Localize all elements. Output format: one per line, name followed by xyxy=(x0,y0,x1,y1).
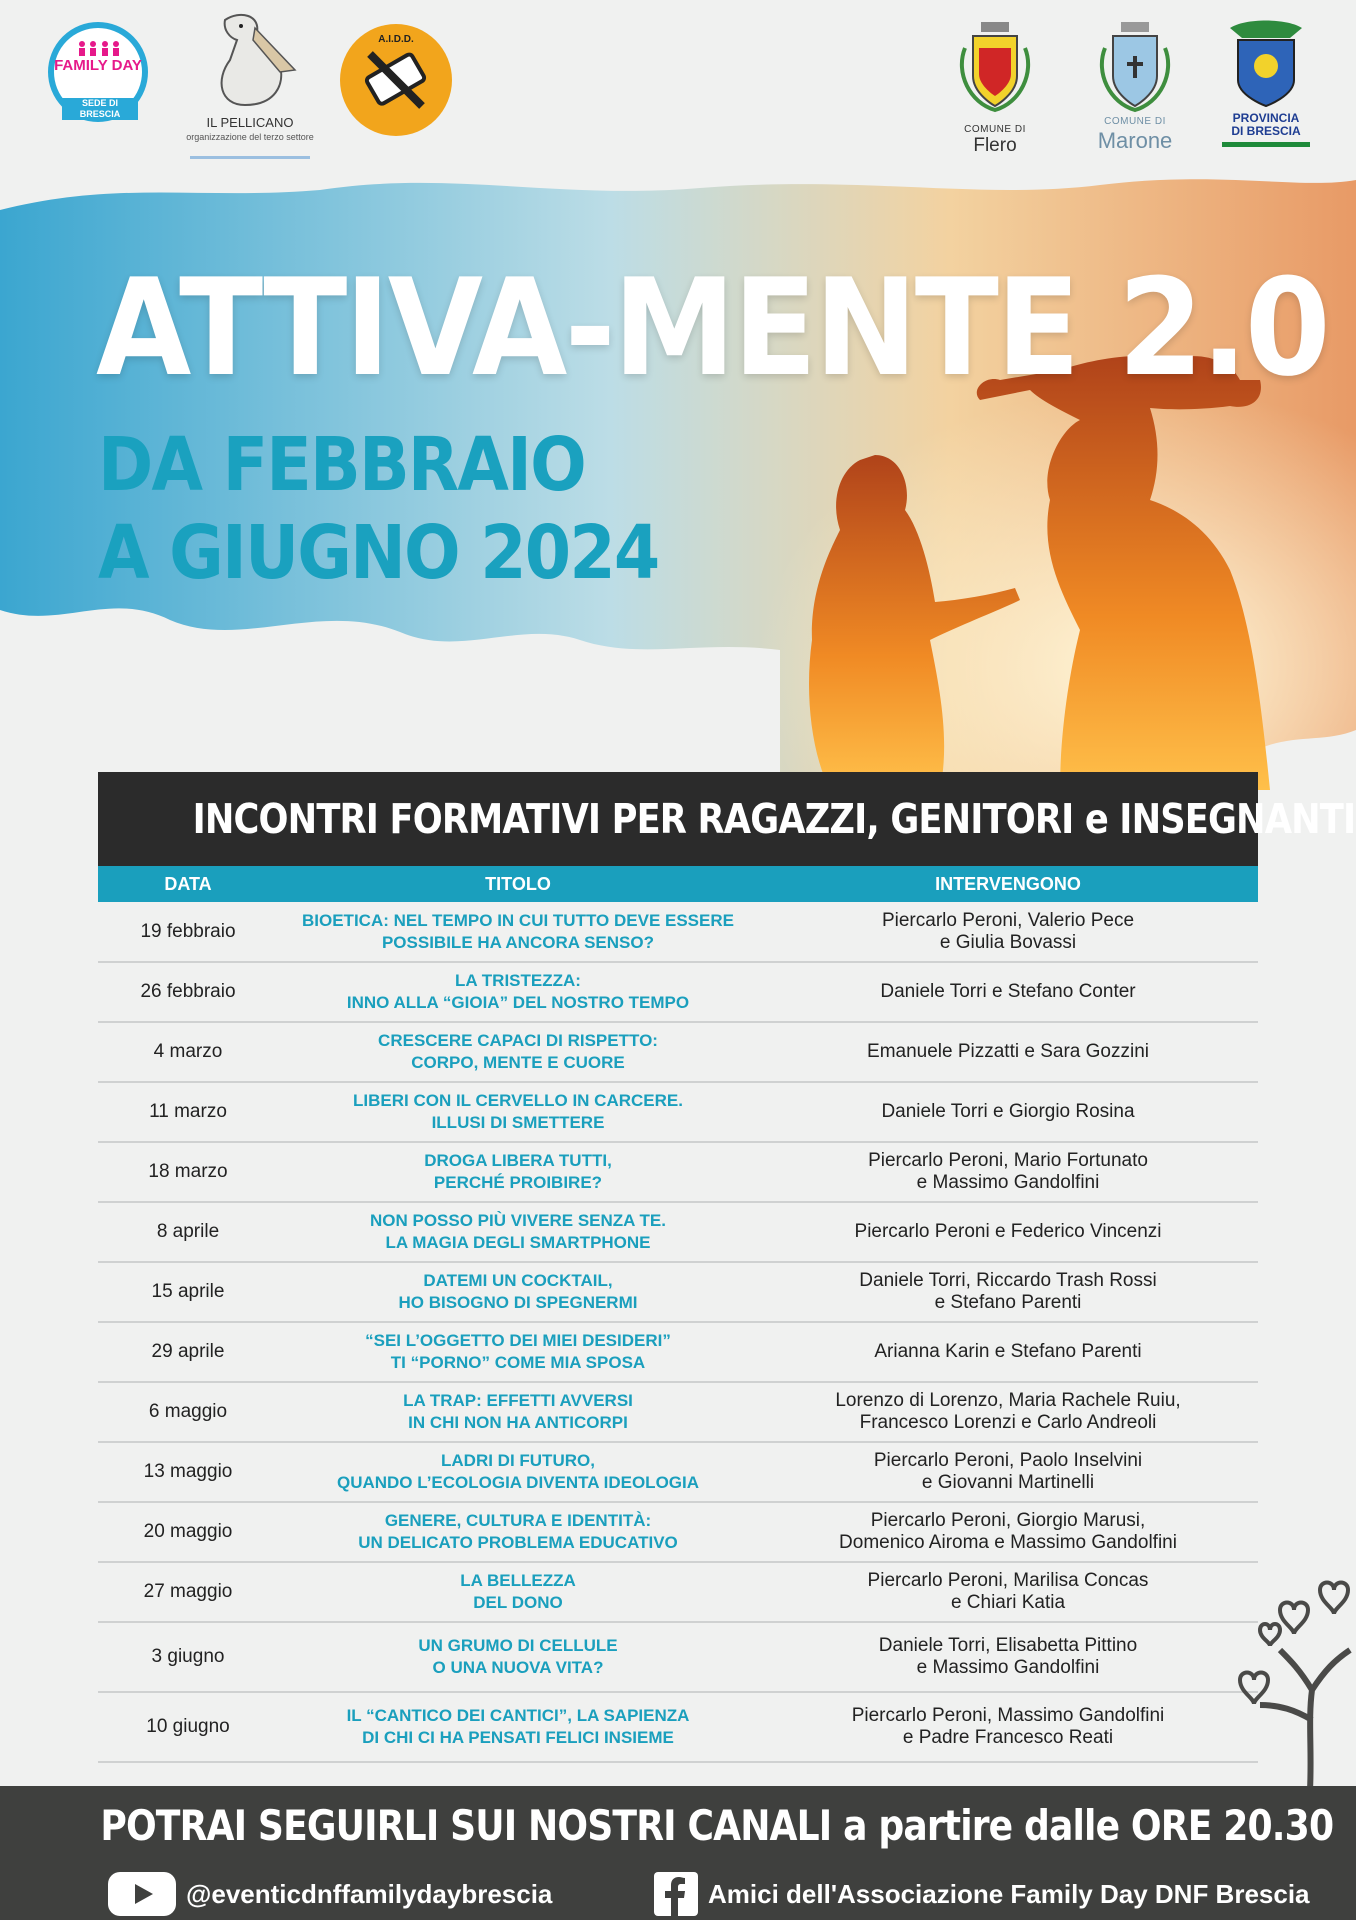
row-date: 3 giugno xyxy=(151,1646,225,1667)
row-title: LADRI DI FUTURO, QUANDO L’ECOLOGIA DIVENTA IDEOLOGIA xyxy=(336,1451,700,1492)
table-row xyxy=(98,1623,1258,1693)
table-row xyxy=(98,1693,1258,1763)
provincia-brescia-crest: PROVINCIA DI BRESCIA xyxy=(1220,18,1312,158)
event-title: ATTIVA-MENTE 2.0 xyxy=(96,250,1328,406)
row-title: LA TRAP: EFFETTI AVVERSI IN CHI NON HA ANTICORPI xyxy=(403,1391,633,1432)
facebook-icon[interactable] xyxy=(654,1872,698,1916)
row-date: 29 aprile xyxy=(151,1341,225,1362)
marone-shield-icon xyxy=(1085,18,1185,118)
facebook-page[interactable]: Amici dell'Associazione Family Day DNF Brescia xyxy=(708,1879,1310,1909)
period-line-1: DA FEBBRAIO xyxy=(98,422,585,508)
row-speakers: Emanuele Pizzatti e Sara Gozzini xyxy=(867,1041,1149,1062)
row-title: BIOETICA: NEL TEMPO IN CUI TUTTO DEVE ESSERE POSSIBILE HA ANCORA SENSO? xyxy=(302,911,734,952)
column-titolo: TITOLO xyxy=(485,874,551,894)
row-date: 4 marzo xyxy=(153,1041,223,1062)
footer-headline: POTRAI SEGUIRLI SUI NOSTRI CANALI a partire dalle ORE 20.30 xyxy=(100,1801,1334,1850)
schedule-table xyxy=(98,903,1258,1763)
row-speakers: Piercarlo Peroni, Giorgio Marusi, Domenico Airoma e Massimo Gandolfini xyxy=(839,1510,1177,1553)
youtube-handle[interactable]: @eventicdnffamilydaybrescia xyxy=(186,1879,553,1909)
table-row xyxy=(98,1083,1258,1143)
table-row xyxy=(98,1563,1258,1623)
row-date: 27 maggio xyxy=(143,1581,233,1602)
row-title: LA BELLEZZA DEL DONO xyxy=(460,1571,576,1612)
row-title: LA TRISTEZZA: INNO ALLA “GIOIA” DEL NOSTRO TEMPO xyxy=(346,971,690,1012)
row-speakers: Lorenzo di Lorenzo, Maria Rachele Ruiu, Francesco Lorenzi e Carlo Andreoli xyxy=(835,1390,1181,1433)
table-row xyxy=(98,1503,1258,1563)
table-row xyxy=(98,1263,1258,1323)
row-date: 13 maggio xyxy=(143,1461,233,1482)
no-drugs-icon xyxy=(340,24,452,136)
table-row xyxy=(98,1443,1258,1503)
pellicano-logo: IL PELLICANO organizzazione del terzo settore xyxy=(185,10,315,160)
flero-shield-icon xyxy=(945,18,1045,118)
column-data: DATA xyxy=(164,874,212,894)
row-speakers: Daniele Torri, Riccardo Trash Rossi e Stefano Parenti xyxy=(859,1270,1157,1313)
row-title: CRESCERE CAPACI DI RISPETTO: CORPO, MENTE E CUORE xyxy=(378,1031,658,1072)
row-date: 15 aprile xyxy=(151,1281,225,1302)
children-icon xyxy=(76,40,122,56)
row-speakers: Daniele Torri e Giorgio Rosina xyxy=(881,1101,1135,1122)
row-date: 26 febbraio xyxy=(140,981,236,1002)
table-row xyxy=(98,1023,1258,1083)
youtube-icon[interactable] xyxy=(108,1872,176,1916)
brescia-shield-icon xyxy=(1220,18,1312,110)
table-row xyxy=(98,1323,1258,1383)
row-title: “SEI L’OGGETTO DEI MIEI DESIDERI” TI “PORNO” COME MIA SPOSA xyxy=(365,1331,671,1372)
row-speakers: Piercarlo Peroni, Marilisa Concas e Chiari Katia xyxy=(867,1570,1149,1613)
period-line-2: A GIUGNO 2024 xyxy=(98,510,659,596)
aidd-logo: A.I.D.D. xyxy=(340,24,452,136)
row-speakers: Piercarlo Peroni, Mario Fortunato e Massimo Gandolfini xyxy=(868,1150,1148,1193)
row-date: 10 giugno xyxy=(146,1716,230,1737)
row-date: 19 febbraio xyxy=(140,921,236,942)
row-speakers: Piercarlo Peroni, Valerio Pece e Giulia Bovassi xyxy=(881,910,1135,953)
table-row xyxy=(98,963,1258,1023)
row-date: 6 maggio xyxy=(148,1401,228,1422)
row-date: 18 marzo xyxy=(148,1161,228,1182)
row-speakers: Daniele Torri, Elisabetta Pittino e Massimo Gandolfini xyxy=(878,1635,1138,1678)
row-date: 20 maggio xyxy=(143,1521,233,1542)
marone-crest: COMUNE DI Marone xyxy=(1085,18,1185,158)
row-speakers: Daniele Torri e Stefano Conter xyxy=(880,981,1136,1002)
row-title: IL “CANTICO DEI CANTICI”, LA SAPIENZA DI CHI CI HA PENSATI FELICI INSIEME xyxy=(346,1706,690,1747)
row-title: DROGA LIBERA TUTTI, PERCHÉ PROIBIRE? xyxy=(424,1151,612,1192)
table-row xyxy=(98,903,1258,963)
row-speakers: Arianna Karin e Stefano Parenti xyxy=(874,1341,1142,1362)
column-intervengono: INTERVENGONO xyxy=(935,874,1081,894)
row-speakers: Piercarlo Peroni, Paolo Inselvini e Giovanni Martinelli xyxy=(873,1450,1143,1493)
footer xyxy=(0,1786,1356,1920)
heart-tree-icon xyxy=(1220,1570,1356,1790)
row-title: NON POSSO PIÙ VIVERE SENZA TE. LA MAGIA DEGLI SMARTPHONE xyxy=(370,1211,666,1252)
table-heading: INCONTRI FORMATIVI PER RAGAZZI, GENITORI e INSEGNANTI xyxy=(98,772,1258,866)
row-speakers: Piercarlo Peroni, Massimo Gandolfini e Padre Francesco Reati xyxy=(851,1705,1165,1748)
table-row xyxy=(98,1383,1258,1443)
row-title: DATEMI UN COCKTAIL, HO BISOGNO DI SPEGNERMI xyxy=(398,1271,638,1312)
logo-strip xyxy=(0,0,1356,180)
family-day-logo: FAMILY DAY SEDE DI BRESCIA xyxy=(48,22,148,122)
table-column-header xyxy=(98,866,1258,902)
pelican-icon xyxy=(185,10,315,110)
table-row xyxy=(98,1203,1258,1263)
row-date: 11 marzo xyxy=(149,1101,227,1122)
row-title: UN GRUMO DI CELLULE O UNA NUOVA VITA? xyxy=(418,1636,618,1677)
table-row xyxy=(98,1143,1258,1203)
row-date: 8 aprile xyxy=(156,1221,220,1242)
flero-crest: COMUNE DI Flero xyxy=(945,18,1045,158)
row-title: LIBERI CON IL CERVELLO IN CARCERE. ILLUSI DI SMETTERE xyxy=(353,1091,683,1132)
row-title: GENERE, CULTURA E IDENTITÀ: UN DELICATO PROBLEMA EDUCATIVO xyxy=(358,1511,678,1552)
row-speakers: Piercarlo Peroni e Federico Vincenzi xyxy=(854,1221,1162,1242)
